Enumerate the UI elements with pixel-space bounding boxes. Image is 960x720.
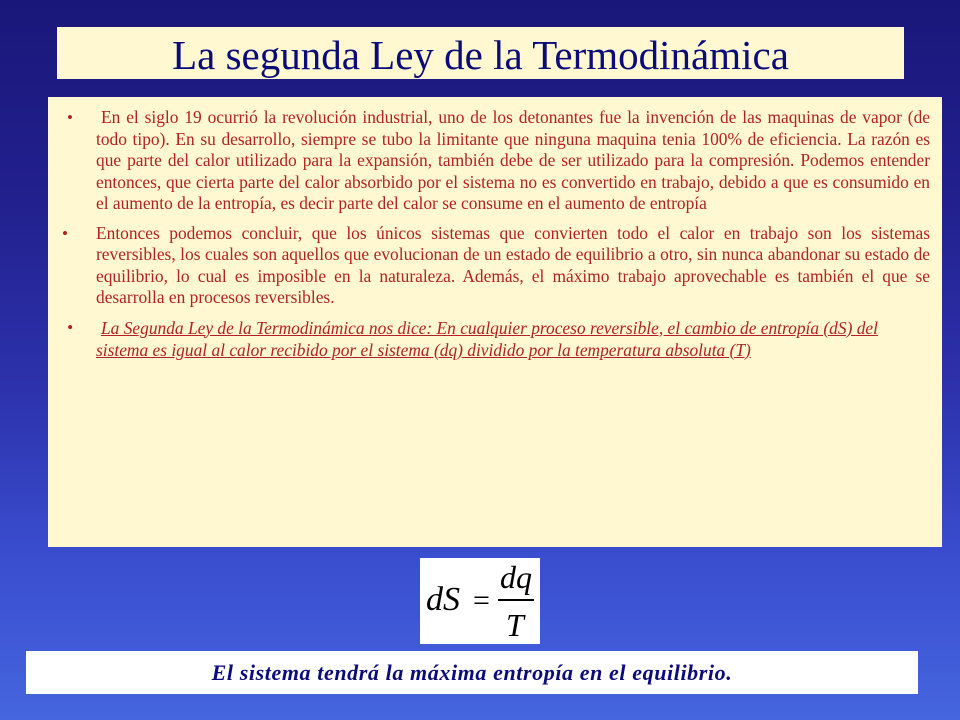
conclusion-banner — [26, 651, 918, 694]
conclusion-text: El sistema tendrá la máxima entropía en el equilibrio. — [211, 659, 733, 685]
bullet-text: En el siglo 19 ocurrió la revolución industrial, uno de los detonantes fue la invención de las maquinas de vapor (de todo tipo). En su desarrollo, siempre se tubo la limitante que ninguna maquina tenia 100% de eficiencia. La razón es que parte del calor utilizado para la expansión, también debe de ser utilizado para la compresión. Podemos entender entonces, que cierta parte del calor absorbido por el sistema no es convertido en trabajo, debido a que es consumido en el aumento de la entropía, es decir parte del calor se consume en el aumento de entropía — [96, 107, 930, 213]
formula-svg — [420, 558, 540, 644]
bullet-marker: • — [67, 108, 73, 127]
bullet-marker: • — [67, 317, 73, 337]
content-panel — [48, 97, 942, 547]
formula-numerator: dq — [500, 559, 532, 595]
title-banner — [57, 27, 904, 79]
bullet-text: Entonces podemos concluir, que los únicos sistemas que convierten todo el calor en trabajo son los sistemas reversibles, los cuales son aquellos que evolucionan de un estado de equilibrio a otro, sin nunca abandonar su estado de equilibrio, lo cual es imposible en la naturaleza. Además, el máximo trabajo aprovechable es también el que se desarrolla en procesos reversibles. — [96, 222, 930, 307]
entropy-formula — [420, 558, 540, 644]
bullet-item-second-law-statement — [60, 317, 930, 361]
bullet-marker: • — [62, 223, 68, 243]
bullet-item-industrial-revolution — [60, 107, 930, 215]
bullet-item-reversible-systems — [60, 223, 930, 309]
bullet-text: La Segunda Ley de la Termodinámica nos dice: En cualquier proceso reversible, el cambio de entropía (dS) del sistema es igual al calor recibido por el sistema (dq) dividido por la temperatura absoluta (T) — [96, 317, 878, 360]
formula-lhs: dS — [426, 581, 460, 618]
slide-title: La segunda Ley de la Termodinámica — [172, 31, 789, 78]
formula-equals: = — [473, 584, 490, 617]
formula-denominator: T — [506, 607, 524, 643]
